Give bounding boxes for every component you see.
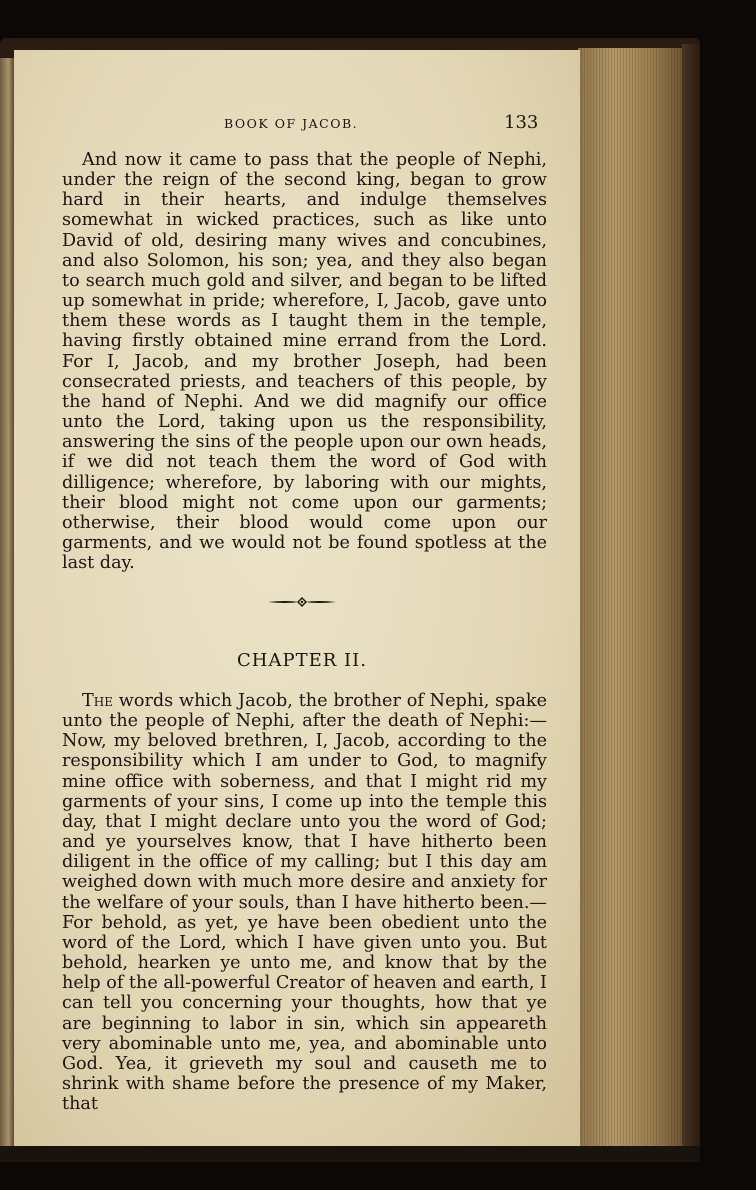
left-page-edge bbox=[0, 58, 14, 1148]
chapter-heading: CHAPTER II. bbox=[237, 650, 367, 671]
paragraph-2-lead-word: The bbox=[82, 691, 113, 711]
paragraph-2-text bbox=[62, 691, 547, 1114]
page-header bbox=[14, 112, 580, 136]
paragraph-1 bbox=[62, 150, 547, 573]
page-number: 133 bbox=[504, 112, 539, 133]
ornament-divider-icon bbox=[266, 595, 338, 609]
running-head: BOOK OF JACOB. bbox=[224, 116, 359, 131]
page-edges bbox=[578, 48, 682, 1146]
paragraph-1-text: And now it came to pass that the people of Nephi, under the reign of the second king, began to grow hard in their hearts, and indulge themselves somewhat in wicked practices, such as like unto David of old, desiring many wives and concubines, and also Solomon, his son; yea, and they also began to search much gold and silver, and began to be lifted up somewhat in pride; wherefore, I, Jacob, gave unto them these words as I taught them in the temple, having firstly obtained mine errand from the Lord. For I, Jacob, and my brother Joseph, had been consecrated priests, and teachers of this people, by the hand of Nephi. And we did magnify our office unto the Lord, taking upon us the responsibility, answering the sins of the people upon our own heads, if we did not teach them the word of God with dilligence; wherefore, by laboring with our mights, their blood might not come upon our garments; otherwise, their blood would come upon our garments, and we would not be found spotless at the last day. bbox=[62, 150, 547, 574]
paragraph-2-body: words which Jacob, the brother of Nephi, spake unto the people of Nephi, after the death of Nephi:— Now, my beloved brethren, I, Jacob, according to the responsibility which I am under to God, to magnify mine office with soberness, and that I might rid my garments of your sins, I come up into the temple this day, that I might declare unto you the word of God; and ye yourselves know, that I have hitherto been diligent in the office of my calling; but I this day am weighed down with much more desire and anxiety for the welfare of your souls, than I have hitherto been.— For behold, as yet, ye have been obedient unto the word of the Lord, which I have given unto you. But behold, hearken ye unto me, and know that by the help of the all-powerful Creator of heaven and earth, I can tell you concerning your thoughts, how that ye are beginning to labor in sin, which sin appeareth very abominable unto me, yea, and abominable unto God. Yea, it grieveth my soul and causeth me to shrink with shame before the presence of my Maker, that bbox=[62, 691, 547, 1115]
book-bottom bbox=[0, 1146, 700, 1162]
book-page bbox=[14, 50, 580, 1146]
book-cover-edge bbox=[682, 44, 700, 1148]
paragraph-2 bbox=[62, 691, 547, 1114]
